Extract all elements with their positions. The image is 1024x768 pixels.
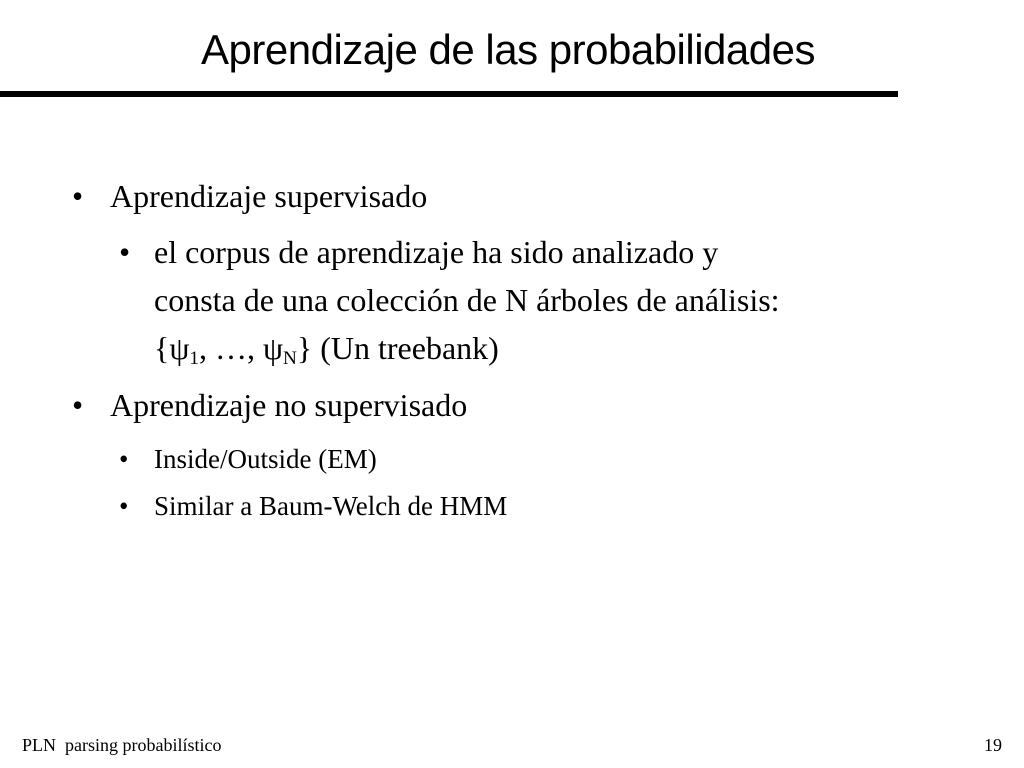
sub-bullet-inside-outside [119,441,377,477]
sub-bullet-baum-welch [119,488,508,524]
treebank-label: } (Un treebank) [296,330,499,366]
bullet-marker: • [119,444,129,474]
sub-bullet-line: el corpus de aprendizaje ha sido analizado y [154,234,719,270]
sub-bullet-text: Similar a Baum-Welch de HMM [154,491,508,521]
bullet-marker: • [119,491,129,521]
subscript-n: N [283,347,297,369]
bullet-text: Aprendizaje no supervisado [110,387,468,423]
footer-page-number: 19 [984,735,1002,755]
psi-open: {ψ [154,330,190,366]
ellipsis-psi: , …, ψ [198,330,284,366]
sub-bullet-line-treebank [154,324,780,372]
sub-bullet-line: consta de una colección de N árboles de análisis: [154,282,780,318]
bullet-marker: • [72,178,84,214]
bullet-marker: • [72,387,84,423]
footer-course-label: PLN parsing probabilístico [22,735,222,755]
slide-title: Aprendizaje de las probabilidades [201,26,815,73]
bullet-marker: • [119,234,131,270]
sub-bullet-text: Inside/Outside (EM) [154,444,377,474]
bullet-supervised [72,176,428,216]
bullet-unsupervised [72,385,468,425]
sub-bullet-corpus [119,228,780,372]
bullet-text: Aprendizaje supervisado [110,178,428,214]
subscript-1: 1 [189,347,199,369]
